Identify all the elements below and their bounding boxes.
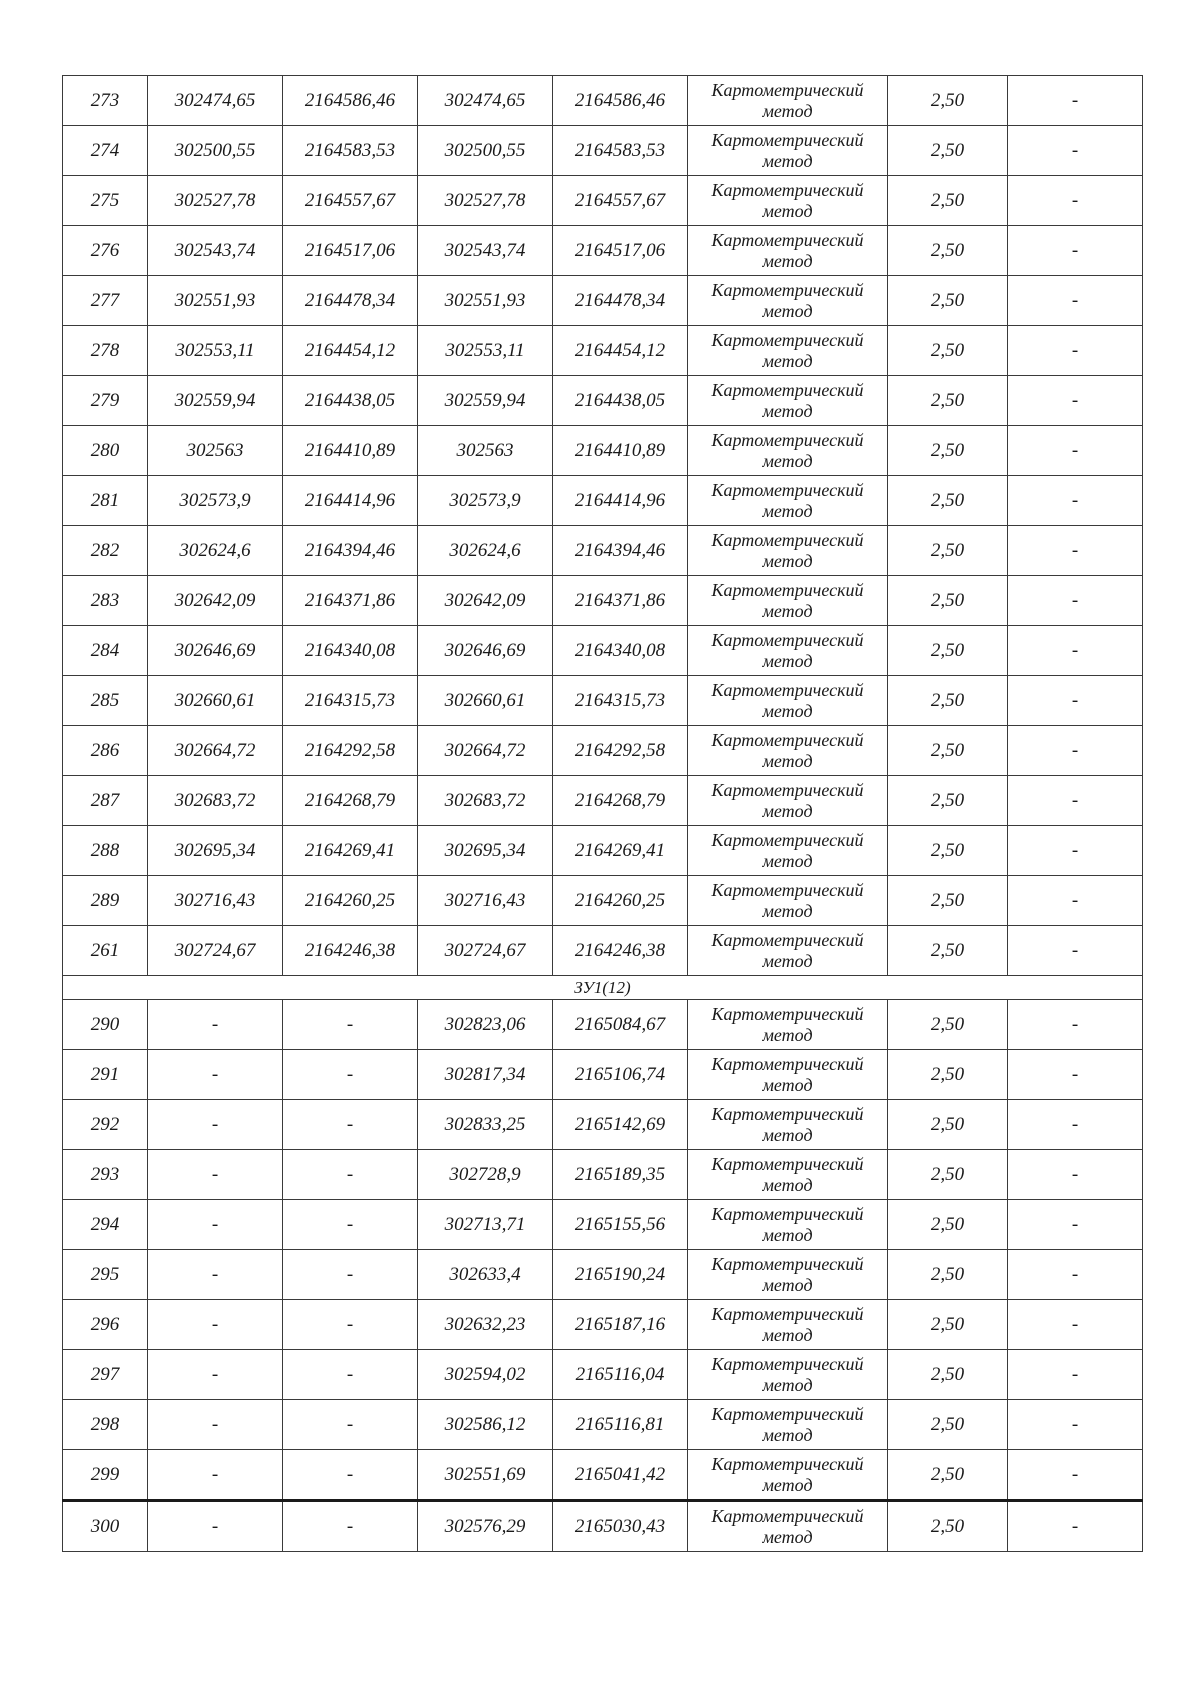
accuracy-cell: 2,50 (888, 1050, 1008, 1100)
table-row (63, 76, 1143, 126)
method-cell: Картометрический метод (688, 1300, 888, 1350)
existing-x-cell: - (148, 1000, 283, 1050)
point-number-cell: 274 (63, 126, 148, 176)
existing-x-cell: - (148, 1501, 283, 1552)
description-cell: - (1008, 326, 1143, 376)
existing-x-cell: - (148, 1300, 283, 1350)
point-number-cell: 261 (63, 926, 148, 976)
table-row (63, 1250, 1143, 1300)
table-row (63, 1300, 1143, 1350)
point-number-cell: 280 (63, 426, 148, 476)
method-cell: Картометрический метод (688, 826, 888, 876)
point-number-cell: 283 (63, 576, 148, 626)
new-y-cell: 2165106,74 (553, 1050, 688, 1100)
existing-y-cell: 2164269,41 (283, 826, 418, 876)
existing-x-cell: 302724,67 (148, 926, 283, 976)
existing-x-cell: - (148, 1250, 283, 1300)
description-cell: - (1008, 276, 1143, 326)
new-x-cell: 302543,74 (418, 226, 553, 276)
description-cell: - (1008, 1150, 1143, 1200)
existing-x-cell: - (148, 1150, 283, 1200)
existing-y-cell: 2164246,38 (283, 926, 418, 976)
accuracy-cell: 2,50 (888, 76, 1008, 126)
description-cell: - (1008, 426, 1143, 476)
accuracy-cell: 2,50 (888, 176, 1008, 226)
point-number-cell: 285 (63, 676, 148, 726)
existing-x-cell: 302695,34 (148, 826, 283, 876)
existing-x-cell: 302664,72 (148, 726, 283, 776)
table-row (63, 526, 1143, 576)
point-number-cell: 277 (63, 276, 148, 326)
new-y-cell: 2164517,06 (553, 226, 688, 276)
method-cell: Картометрический метод (688, 1200, 888, 1250)
existing-x-cell: 302642,09 (148, 576, 283, 626)
description-cell: - (1008, 926, 1143, 976)
new-x-cell: 302724,67 (418, 926, 553, 976)
table-row (63, 1150, 1143, 1200)
accuracy-cell: 2,50 (888, 1100, 1008, 1150)
existing-y-cell: 2164371,86 (283, 576, 418, 626)
point-number-cell: 278 (63, 326, 148, 376)
new-x-cell: 302664,72 (418, 726, 553, 776)
existing-x-cell: 302500,55 (148, 126, 283, 176)
description-cell: - (1008, 726, 1143, 776)
point-number-cell: 276 (63, 226, 148, 276)
table-row (63, 376, 1143, 426)
table-row (63, 676, 1143, 726)
method-cell: Картометрический метод (688, 1050, 888, 1100)
description-cell: - (1008, 576, 1143, 626)
method-cell: Картометрический метод (688, 1150, 888, 1200)
method-cell: Картометрический метод (688, 176, 888, 226)
existing-y-cell: 2164394,46 (283, 526, 418, 576)
existing-x-cell: - (148, 1400, 283, 1450)
accuracy-cell: 2,50 (888, 776, 1008, 826)
new-x-cell: 302633,4 (418, 1250, 553, 1300)
existing-x-cell: 302716,43 (148, 876, 283, 926)
table-row (63, 926, 1143, 976)
accuracy-cell: 2,50 (888, 876, 1008, 926)
new-y-cell: 2165190,24 (553, 1250, 688, 1300)
point-number-cell: 284 (63, 626, 148, 676)
existing-y-cell: 2164583,53 (283, 126, 418, 176)
method-cell: Картометрический метод (688, 576, 888, 626)
new-y-cell: 2165142,69 (553, 1100, 688, 1150)
new-y-cell: 2165084,67 (553, 1000, 688, 1050)
new-x-cell: 302586,12 (418, 1400, 553, 1450)
existing-y-cell: 2164340,08 (283, 626, 418, 676)
existing-x-cell: 302551,93 (148, 276, 283, 326)
method-cell: Картометрический метод (688, 776, 888, 826)
new-x-cell: 302823,06 (418, 1000, 553, 1050)
point-number-cell: 289 (63, 876, 148, 926)
accuracy-cell: 2,50 (888, 1300, 1008, 1350)
point-number-cell: 294 (63, 1200, 148, 1250)
method-cell: Картометрический метод (688, 376, 888, 426)
table-row (63, 1100, 1143, 1150)
existing-y-cell: 2164478,34 (283, 276, 418, 326)
new-y-cell: 2164438,05 (553, 376, 688, 426)
new-x-cell: 302559,94 (418, 376, 553, 426)
new-y-cell: 2164583,53 (553, 126, 688, 176)
new-x-cell: 302474,65 (418, 76, 553, 126)
existing-x-cell: 302543,74 (148, 226, 283, 276)
new-y-cell: 2164292,58 (553, 726, 688, 776)
method-cell: Картометрический метод (688, 1400, 888, 1450)
description-cell: - (1008, 376, 1143, 426)
accuracy-cell: 2,50 (888, 926, 1008, 976)
description-cell: - (1008, 776, 1143, 826)
existing-y-cell: 2164586,46 (283, 76, 418, 126)
new-y-cell: 2164410,89 (553, 426, 688, 476)
description-cell: - (1008, 1300, 1143, 1350)
description-cell: - (1008, 226, 1143, 276)
description-cell: - (1008, 176, 1143, 226)
new-y-cell: 2164586,46 (553, 76, 688, 126)
new-y-cell: 2165116,04 (553, 1350, 688, 1400)
new-y-cell: 2164371,86 (553, 576, 688, 626)
new-y-cell: 2164557,67 (553, 176, 688, 226)
existing-y-cell: - (283, 1400, 418, 1450)
table-row (63, 1050, 1143, 1100)
new-x-cell: 302500,55 (418, 126, 553, 176)
existing-x-cell: 302646,69 (148, 626, 283, 676)
method-cell: Картометрический метод (688, 1100, 888, 1150)
point-number-cell: 290 (63, 1000, 148, 1050)
existing-y-cell: 2164315,73 (283, 676, 418, 726)
accuracy-cell: 2,50 (888, 126, 1008, 176)
new-x-cell: 302660,61 (418, 676, 553, 726)
accuracy-cell: 2,50 (888, 676, 1008, 726)
new-y-cell: 2165030,43 (553, 1501, 688, 1552)
table-row (63, 1501, 1143, 1552)
existing-x-cell: - (148, 1450, 283, 1501)
existing-x-cell: - (148, 1100, 283, 1150)
table-row (63, 176, 1143, 226)
description-cell: - (1008, 126, 1143, 176)
accuracy-cell: 2,50 (888, 626, 1008, 676)
point-number-cell: 281 (63, 476, 148, 526)
existing-y-cell: 2164410,89 (283, 426, 418, 476)
method-cell: Картометрический метод (688, 276, 888, 326)
table-row (63, 326, 1143, 376)
accuracy-cell: 2,50 (888, 276, 1008, 326)
table-body (63, 76, 1143, 1552)
table-row (63, 1000, 1143, 1050)
table-row (63, 876, 1143, 926)
new-x-cell: 302642,09 (418, 576, 553, 626)
table-row (63, 826, 1143, 876)
existing-x-cell: 302559,94 (148, 376, 283, 426)
method-cell: Картометрический метод (688, 1250, 888, 1300)
new-x-cell: 302563 (418, 426, 553, 476)
existing-y-cell: - (283, 1000, 418, 1050)
existing-x-cell: - (148, 1050, 283, 1100)
method-cell: Картометрический метод (688, 326, 888, 376)
existing-y-cell: - (283, 1350, 418, 1400)
description-cell: - (1008, 1200, 1143, 1250)
accuracy-cell: 2,50 (888, 1400, 1008, 1450)
new-x-cell: 302594,02 (418, 1350, 553, 1400)
table-row (63, 576, 1143, 626)
method-cell: Картометрический метод (688, 926, 888, 976)
new-x-cell: 302527,78 (418, 176, 553, 226)
point-number-cell: 287 (63, 776, 148, 826)
existing-y-cell: - (283, 1150, 418, 1200)
existing-x-cell: 302573,9 (148, 476, 283, 526)
new-x-cell: 302713,71 (418, 1200, 553, 1250)
description-cell: - (1008, 526, 1143, 576)
table-row (63, 276, 1143, 326)
description-cell: - (1008, 1350, 1143, 1400)
description-cell: - (1008, 1450, 1143, 1501)
accuracy-cell: 2,50 (888, 526, 1008, 576)
accuracy-cell: 2,50 (888, 426, 1008, 476)
table-row (63, 626, 1143, 676)
existing-x-cell: 302527,78 (148, 176, 283, 226)
accuracy-cell: 2,50 (888, 376, 1008, 426)
description-cell: - (1008, 76, 1143, 126)
new-x-cell: 302632,23 (418, 1300, 553, 1350)
accuracy-cell: 2,50 (888, 1350, 1008, 1400)
new-x-cell: 302683,72 (418, 776, 553, 826)
new-y-cell: 2164269,41 (553, 826, 688, 876)
method-cell: Картометрический метод (688, 526, 888, 576)
existing-y-cell: - (283, 1200, 418, 1250)
new-y-cell: 2165041,42 (553, 1450, 688, 1501)
existing-y-cell: 2164557,67 (283, 176, 418, 226)
point-number-cell: 291 (63, 1050, 148, 1100)
new-x-cell: 302624,6 (418, 526, 553, 576)
new-x-cell: 302553,11 (418, 326, 553, 376)
existing-y-cell: - (283, 1250, 418, 1300)
new-x-cell: 302551,93 (418, 276, 553, 326)
method-cell: Картометрический метод (688, 726, 888, 776)
table-row (63, 126, 1143, 176)
new-y-cell: 2164260,25 (553, 876, 688, 926)
method-cell: Картометрический метод (688, 126, 888, 176)
new-y-cell: 2164478,34 (553, 276, 688, 326)
method-cell: Картометрический метод (688, 226, 888, 276)
description-cell: - (1008, 1400, 1143, 1450)
point-number-cell: 282 (63, 526, 148, 576)
accuracy-cell: 2,50 (888, 1501, 1008, 1552)
accuracy-cell: 2,50 (888, 326, 1008, 376)
new-x-cell: 302573,9 (418, 476, 553, 526)
description-cell: - (1008, 1501, 1143, 1552)
description-cell: - (1008, 876, 1143, 926)
method-cell: Картометрический метод (688, 626, 888, 676)
new-y-cell: 2165155,56 (553, 1200, 688, 1250)
existing-y-cell: 2164517,06 (283, 226, 418, 276)
new-x-cell: 302551,69 (418, 1450, 553, 1501)
existing-y-cell: 2164454,12 (283, 326, 418, 376)
accuracy-cell: 2,50 (888, 826, 1008, 876)
existing-y-cell: 2164292,58 (283, 726, 418, 776)
point-number-cell: 275 (63, 176, 148, 226)
method-cell: Картометрический метод (688, 876, 888, 926)
accuracy-cell: 2,50 (888, 1450, 1008, 1501)
existing-x-cell: 302683,72 (148, 776, 283, 826)
accuracy-cell: 2,50 (888, 226, 1008, 276)
accuracy-cell: 2,50 (888, 476, 1008, 526)
existing-x-cell: 302563 (148, 426, 283, 476)
method-cell: Картометрический метод (688, 1450, 888, 1501)
table-row (63, 1200, 1143, 1250)
point-number-cell: 295 (63, 1250, 148, 1300)
new-y-cell: 2164414,96 (553, 476, 688, 526)
point-number-cell: 297 (63, 1350, 148, 1400)
method-cell: Картометрический метод (688, 1350, 888, 1400)
table-row (63, 1350, 1143, 1400)
point-number-cell: 293 (63, 1150, 148, 1200)
existing-y-cell: - (283, 1100, 418, 1150)
point-number-cell: 292 (63, 1100, 148, 1150)
description-cell: - (1008, 676, 1143, 726)
coordinates-table (62, 75, 1143, 1552)
new-x-cell: 302576,29 (418, 1501, 553, 1552)
new-y-cell: 2164246,38 (553, 926, 688, 976)
accuracy-cell: 2,50 (888, 1000, 1008, 1050)
existing-x-cell: 302660,61 (148, 676, 283, 726)
accuracy-cell: 2,50 (888, 576, 1008, 626)
new-x-cell: 302833,25 (418, 1100, 553, 1150)
table-row (63, 726, 1143, 776)
accuracy-cell: 2,50 (888, 1250, 1008, 1300)
new-y-cell: 2164394,46 (553, 526, 688, 576)
table-row (63, 476, 1143, 526)
point-number-cell: 273 (63, 76, 148, 126)
new-y-cell: 2165116,81 (553, 1400, 688, 1450)
point-number-cell: 296 (63, 1300, 148, 1350)
existing-x-cell: 302553,11 (148, 326, 283, 376)
point-number-cell: 286 (63, 726, 148, 776)
method-cell: Картометрический метод (688, 1501, 888, 1552)
section-row (63, 976, 1143, 1000)
table-row (63, 1450, 1143, 1501)
table-row (63, 226, 1143, 276)
accuracy-cell: 2,50 (888, 1150, 1008, 1200)
description-cell: - (1008, 476, 1143, 526)
existing-x-cell: - (148, 1200, 283, 1250)
method-cell: Картометрический метод (688, 676, 888, 726)
existing-y-cell: - (283, 1501, 418, 1552)
description-cell: - (1008, 1050, 1143, 1100)
new-x-cell: 302695,34 (418, 826, 553, 876)
table-row (63, 1400, 1143, 1450)
new-y-cell: 2164268,79 (553, 776, 688, 826)
point-number-cell: 300 (63, 1501, 148, 1552)
section-label: ЗУ1(12) (63, 976, 1143, 1000)
existing-y-cell: 2164268,79 (283, 776, 418, 826)
table-row (63, 426, 1143, 476)
method-cell: Картометрический метод (688, 476, 888, 526)
method-cell: Картометрический метод (688, 1000, 888, 1050)
table-row (63, 776, 1143, 826)
method-cell: Картометрический метод (688, 426, 888, 476)
existing-x-cell: 302474,65 (148, 76, 283, 126)
new-y-cell: 2164340,08 (553, 626, 688, 676)
accuracy-cell: 2,50 (888, 726, 1008, 776)
point-number-cell: 298 (63, 1400, 148, 1450)
point-number-cell: 288 (63, 826, 148, 876)
description-cell: - (1008, 1000, 1143, 1050)
point-number-cell: 299 (63, 1450, 148, 1501)
new-x-cell: 302646,69 (418, 626, 553, 676)
new-x-cell: 302728,9 (418, 1150, 553, 1200)
new-y-cell: 2165187,16 (553, 1300, 688, 1350)
existing-y-cell: 2164260,25 (283, 876, 418, 926)
new-y-cell: 2165189,35 (553, 1150, 688, 1200)
new-y-cell: 2164315,73 (553, 676, 688, 726)
method-cell: Картометрический метод (688, 76, 888, 126)
accuracy-cell: 2,50 (888, 1200, 1008, 1250)
existing-x-cell: - (148, 1350, 283, 1400)
existing-y-cell: - (283, 1450, 418, 1501)
point-number-cell: 279 (63, 376, 148, 426)
new-x-cell: 302817,34 (418, 1050, 553, 1100)
description-cell: - (1008, 1250, 1143, 1300)
new-y-cell: 2164454,12 (553, 326, 688, 376)
existing-y-cell: - (283, 1050, 418, 1100)
new-x-cell: 302716,43 (418, 876, 553, 926)
existing-y-cell: - (283, 1300, 418, 1350)
description-cell: - (1008, 826, 1143, 876)
description-cell: - (1008, 1100, 1143, 1150)
existing-y-cell: 2164414,96 (283, 476, 418, 526)
existing-x-cell: 302624,6 (148, 526, 283, 576)
existing-y-cell: 2164438,05 (283, 376, 418, 426)
description-cell: - (1008, 626, 1143, 676)
